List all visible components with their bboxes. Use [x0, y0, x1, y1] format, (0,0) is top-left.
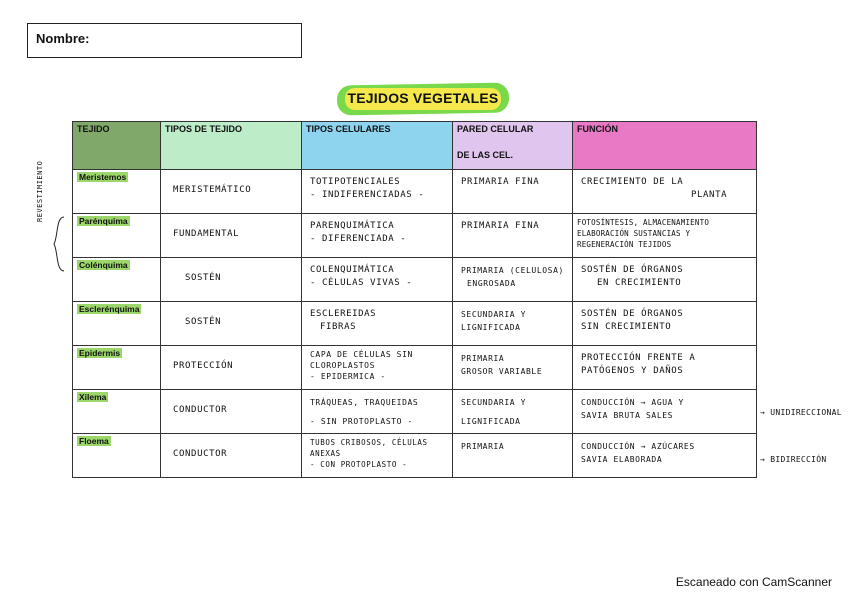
pared-cell: PRIMARIA GROSOR VARIABLE [453, 346, 573, 390]
table-row [73, 258, 757, 302]
tissue-name: Xilema [79, 392, 107, 402]
pared-cell: PRIMARIA [453, 434, 573, 478]
tissue-name: Colénquima [79, 260, 128, 270]
tipo-cell: SOSTÉN [161, 258, 302, 302]
pared-cell: PRIMARIA (CELULOSA) ENGROSADA [453, 258, 573, 302]
side-label: REVESTIMIENTO [36, 160, 44, 222]
celular-cell: TOTIPOTENCIALES - INDIFERENCIADAS - [302, 170, 453, 214]
celular-cell: TRÁQUEAS, TRAQUEIDAS - SIN PROTOPLASTO - [302, 390, 453, 434]
tipo-cell: SOSTÉN [161, 302, 302, 346]
col-tejido: TEJIDO [73, 122, 161, 170]
tissue-name: Epidermis [79, 348, 121, 358]
tissue-name: Parénquima [79, 216, 128, 226]
pared-cell: SECUNDARIA Y LIGNIFICADA [453, 390, 573, 434]
table-row [73, 302, 757, 346]
pared-cell: SECUNDARIA Y LIGNIFICADA [453, 302, 573, 346]
funcion-cell: CRECIMIENTO DE LA PLANTA [573, 170, 757, 214]
note-floema: → BIDIRECCIÓN [760, 455, 827, 464]
tipo-cell: PROTECCIÓN [161, 346, 302, 390]
table-row [73, 434, 757, 478]
title-badge [337, 84, 509, 114]
tissue-name: Esclerénquima [79, 304, 140, 314]
funcion-cell: CONDUCCIÓN → AGUA Y SAVIA BRUTA SALES [573, 390, 757, 434]
col-tipos-celulares: TIPOS CELULARES [302, 122, 453, 170]
col-funcion: FUNCIÓN [573, 122, 757, 170]
funcion-cell: CONDUCCIÓN → AZÚCARES SAVIA ELABORADA [573, 434, 757, 478]
celular-cell: ESCLEREIDAS FIBRAS [302, 302, 453, 346]
col-pared-label: PARED CELULAR [457, 124, 534, 134]
col-pared [453, 122, 573, 170]
col-pared-sub: DE LAS CEL. [457, 150, 514, 160]
tissue-table [72, 121, 757, 478]
name-label: Nombre: [36, 31, 90, 46]
tipo-cell: MERISTEMÁTICO [161, 170, 302, 214]
funcion-cell: SOSTÉN DE ÓRGANOS EN CRECIMIENTO [573, 258, 757, 302]
page-title: TEJIDOS VEGETALES [347, 90, 499, 106]
table-row [73, 170, 757, 214]
celular-cell: COLENQUIMÁTICA - CÉLULAS VIVAS - [302, 258, 453, 302]
note-xilema: → UNIDIRECCIONAL [760, 408, 842, 417]
pared-cell: PRIMARIA FINA [453, 214, 573, 258]
tissue-name: Floema [79, 436, 109, 446]
table-row [73, 214, 757, 258]
pared-cell: PRIMARIA FINA [453, 170, 573, 214]
celular-cell: CAPA DE CÉLULAS SIN CLOROPLASTOS - EPIDERMICA - [302, 346, 453, 390]
brace-icon [50, 215, 68, 273]
funcion-cell: FOTOSÍNTESIS, ALMACENAMIENTO ELABORACIÓN SUSTANCIAS Y REGENERACIÓN TEJIDOS [573, 214, 757, 258]
tissue-name: Meristemos [79, 172, 127, 182]
celular-cell: PARENQUIMÁTICA - DIFERENCIADA - [302, 214, 453, 258]
celular-cell: TUBOS CRIBOSOS, CÉLULAS ANEXAS - CON PROTOPLASTO - [302, 434, 453, 478]
tipo-cell: CONDUCTOR [161, 390, 302, 434]
table-row [73, 390, 757, 434]
funcion-cell: PROTECCIÓN FRENTE A PATÓGENOS Y DAÑOS [573, 346, 757, 390]
scanner-watermark: Escaneado con CamScanner [675, 575, 832, 589]
tipo-cell: FUNDAMENTAL [161, 214, 302, 258]
name-field-box [27, 23, 302, 58]
col-tipos-tejido: TIPOS DE TEJIDO [161, 122, 302, 170]
tipo-cell: CONDUCTOR [161, 434, 302, 478]
funcion-cell: SOSTÉN DE ÓRGANOS SIN CRECIMIENTO [573, 302, 757, 346]
table-row [73, 346, 757, 390]
